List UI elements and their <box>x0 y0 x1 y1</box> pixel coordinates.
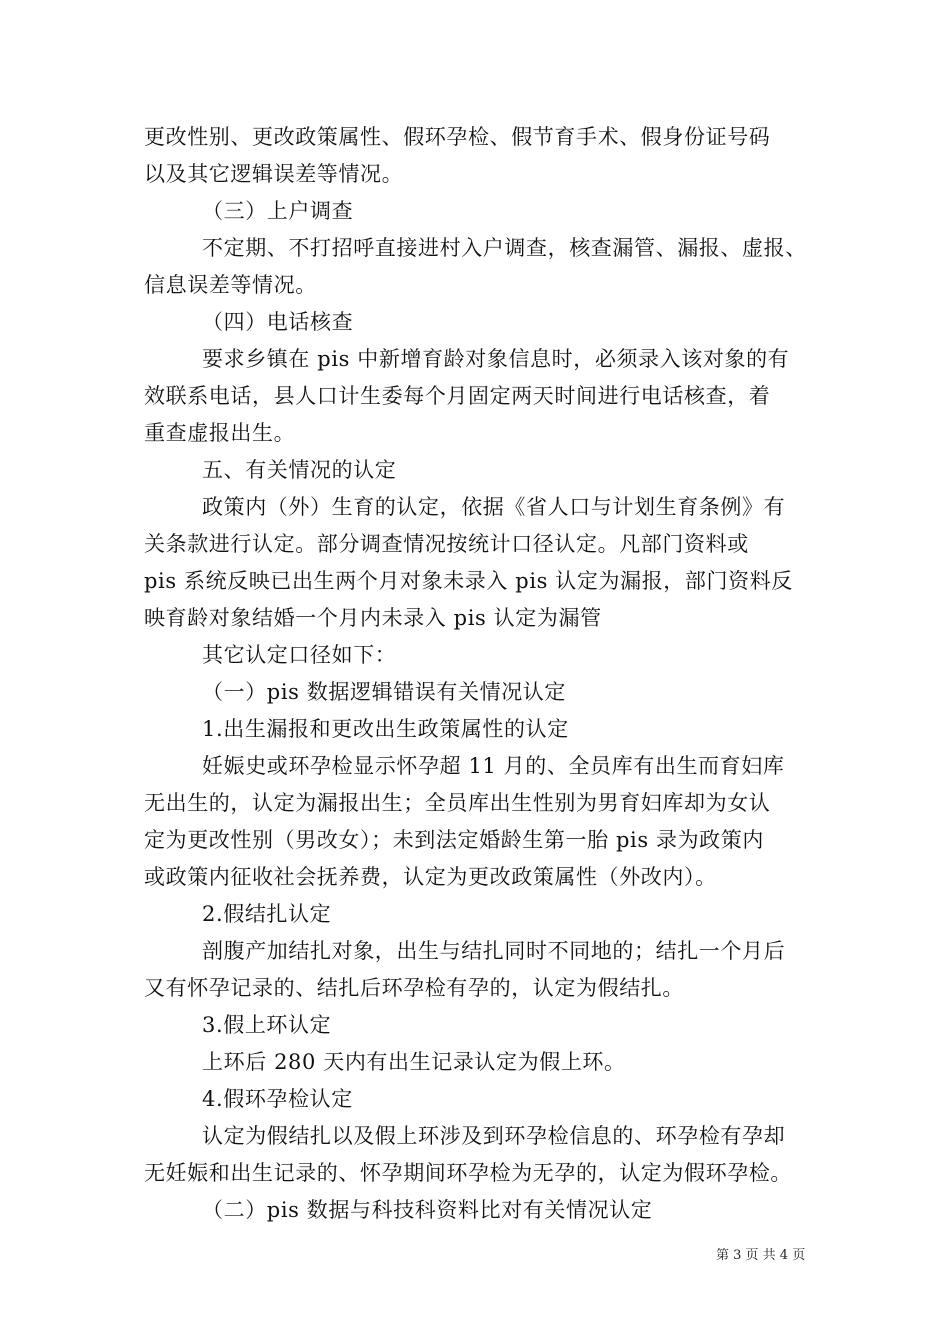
text-line: 信息误差等情况。 <box>144 273 317 297</box>
text-line: 政策内（外）生育的认定，依据《省人口与计划生育条例》有 <box>202 495 786 519</box>
text-line: 剖腹产加结扎对象，出生与结扎同时不同地的；结扎一个月后 <box>202 939 786 963</box>
text-line: 更改性别、更改政策属性、假环孕检、假节育手术、假身份证号码 <box>144 125 771 149</box>
text-line: 其它认定口径如下： <box>202 643 397 667</box>
text-line: 效联系电话，县人口计生委每个月固定两天时间进行电话核查，着 <box>144 384 771 408</box>
text-line: 定为更改性别（男改女）；未到法定婚龄生第一胎 pis 录为政策内 <box>144 828 764 852</box>
text-line: 关条款进行认定。部分调查情况按统计口径认定。凡部门资料或 <box>144 532 749 556</box>
section-heading: （四）电话核查 <box>202 310 354 334</box>
text-line: 映育龄对象结婚一个月内未录入 pis 认定为漏管 <box>144 606 602 630</box>
text-line: 重查虚报出生。 <box>144 421 296 445</box>
section-heading: （二）pis 数据与科技科资料比对有关情况认定 <box>202 1198 653 1222</box>
page-number: 第 3 页 共 4 页 <box>716 1248 806 1263</box>
subsection-heading: 2.假结扎认定 <box>202 902 332 926</box>
section-heading: （一）pis 数据逻辑错误有关情况认定 <box>202 680 567 704</box>
text-line: 妊娠史或环孕检显示怀孕超 11 月的、全员库有出生而育妇库 <box>202 754 785 778</box>
section-heading: （三）上户调查 <box>202 199 354 223</box>
text-line: 上环后 280 天内有出生记录认定为假上环。 <box>202 1050 626 1074</box>
subsection-heading: 3.假上环认定 <box>202 1013 332 1037</box>
text-line: pis 系统反映已出生两个月对象未录入 pis 认定为漏报，部门资料反 <box>144 569 793 593</box>
text-line: 或政策内征收社会抚养费，认定为更改政策属性（外改内）。 <box>144 865 717 889</box>
text-line: 认定为假结扎以及假上环涉及到环孕检信息的、环孕检有孕却 <box>202 1124 786 1148</box>
text-line: 以及其它逻辑误差等情况。 <box>144 162 404 186</box>
text-line: 不定期、不打招呼直接进村入户调查，核查漏管、漏报、虚报、 <box>202 236 807 260</box>
subsection-heading: 4.假环孕检认定 <box>202 1087 353 1111</box>
text-line: 无出生的，认定为漏报出生；全员库出生性别为男育妇库却为女认 <box>144 791 771 815</box>
subsection-heading: 1.出生漏报和更改出生政策属性的认定 <box>202 717 569 741</box>
text-line: 要求乡镇在 pis 中新增育龄对象信息时，必须录入该对象的有 <box>202 347 790 371</box>
text-line: 又有怀孕记录的、结扎后环孕检有孕的，认定为假结扎。 <box>144 976 684 1000</box>
text-line: 无妊娠和出生记录的、怀孕期间环孕检为无孕的，认定为假环孕检。 <box>144 1161 792 1185</box>
section-heading: 五、有关情况的认定 <box>202 458 397 482</box>
